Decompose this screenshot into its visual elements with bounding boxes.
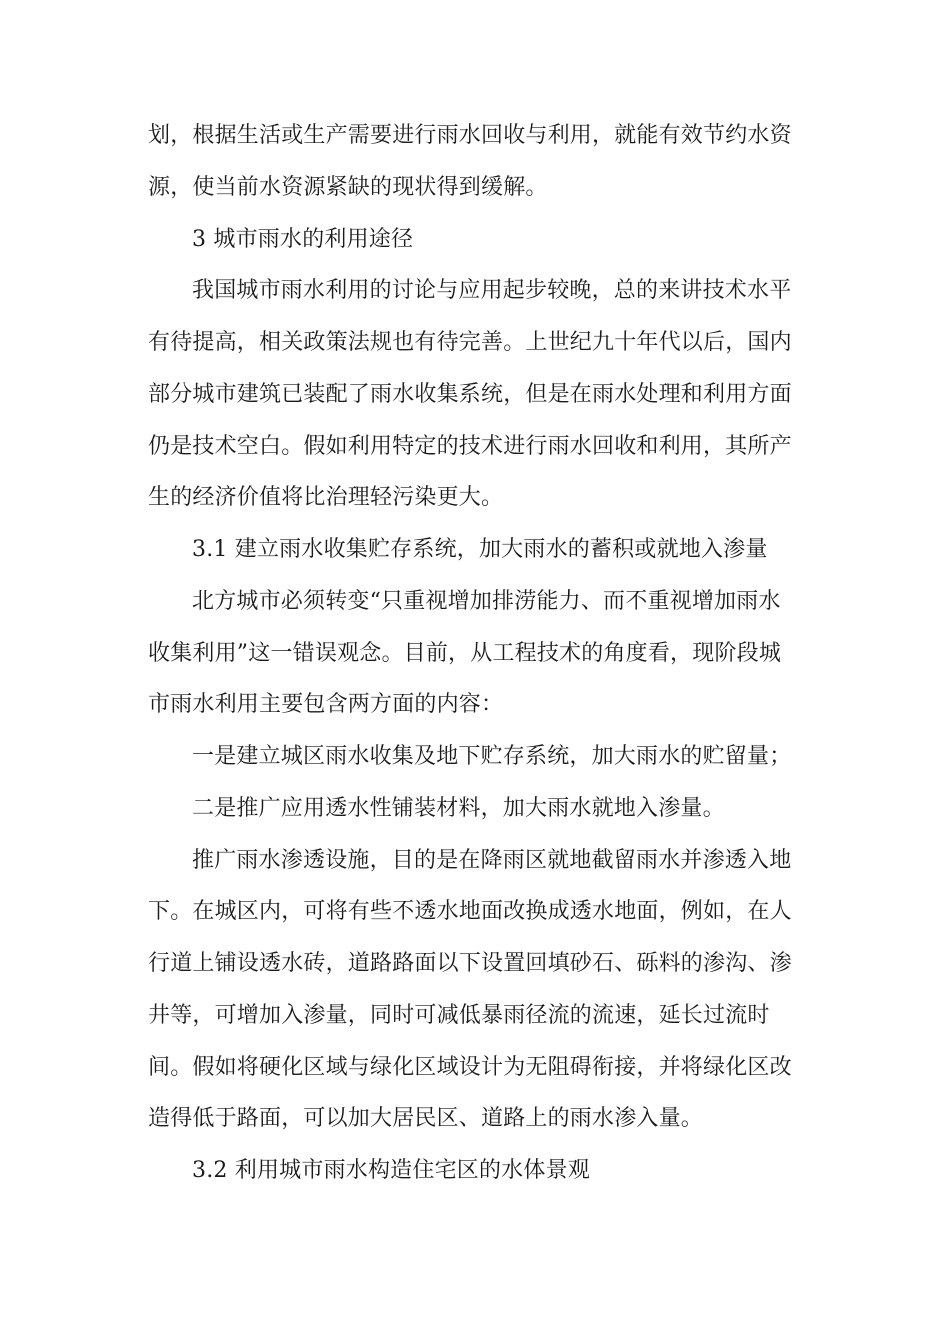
paragraph-line: 间。假如将硬化区域与绿化区域设计为无阻碍衔接，并将绿化区改 (148, 1055, 792, 1080)
section-heading: 3 城市雨水的利用途径 (192, 227, 414, 252)
paragraph-line: 有待提高，相关政策法规也有待完善。上世纪九十年代以后，国内 (148, 330, 792, 355)
paragraph-line: 造得低于路面，可以加大居民区、道路上的雨水渗入量。 (148, 1106, 704, 1131)
paragraph-line: 源，使当前水资源紧缺的现状得到缓解。 (148, 175, 548, 200)
paragraph-line: 井等，可增加入渗量，同时可减低暴雨径流的流速，延长过流时 (148, 1003, 770, 1028)
paragraph-line: 一是建立城区雨水收集及地下贮存系统，加大雨水的贮留量； (192, 744, 792, 769)
subsection-heading: 3.2 利用城市雨水构造住宅区的水体景观 (192, 1158, 590, 1183)
paragraph-line: 部分城市建筑已装配了雨水收集系统，但是在雨水处理和利用方面 (148, 382, 792, 407)
paragraph-line: 二是推广应用透水性铺装材料，加大雨水就地入渗量。 (192, 796, 725, 821)
paragraph-line: 仍是技术空白。假如利用特定的技术进行雨水回收和利用，其所产 (148, 434, 792, 459)
paragraph-line: 下。在城区内，可将有些不透水地面改换成透水地面，例如，在人 (148, 899, 792, 924)
paragraph-line: 推广雨水渗透设施，目的是在降雨区就地截留雨水并渗透入地 (192, 848, 792, 873)
paragraph-line: 行道上铺设透水砖，道路路面以下设置回填砂石、砾料的渗沟、渗 (148, 951, 792, 976)
paragraph-line: 收集利用”这一错误观念。目前，从工程技术的角度看，现阶段城 (148, 641, 782, 666)
paragraph-line: 北方城市必须转变“只重视增加排涝能力、而不重视增加雨水 (192, 589, 781, 614)
paragraph-line: 划，根据生活或生产需要进行雨水回收与利用，就能有效节约水资 (148, 123, 792, 148)
paragraph-line: 市雨水利用主要包含两方面的内容： (148, 692, 504, 717)
paragraph-line: 生的经济价值将比治理轻污染更大。 (148, 485, 504, 510)
subsection-heading: 3.1 建立雨水收集贮存系统，加大雨水的蓄积或就地入渗量 (192, 537, 768, 562)
paragraph-line: 我国城市雨水利用的讨论与应用起步较晚，总的来讲技术水平 (192, 278, 792, 303)
